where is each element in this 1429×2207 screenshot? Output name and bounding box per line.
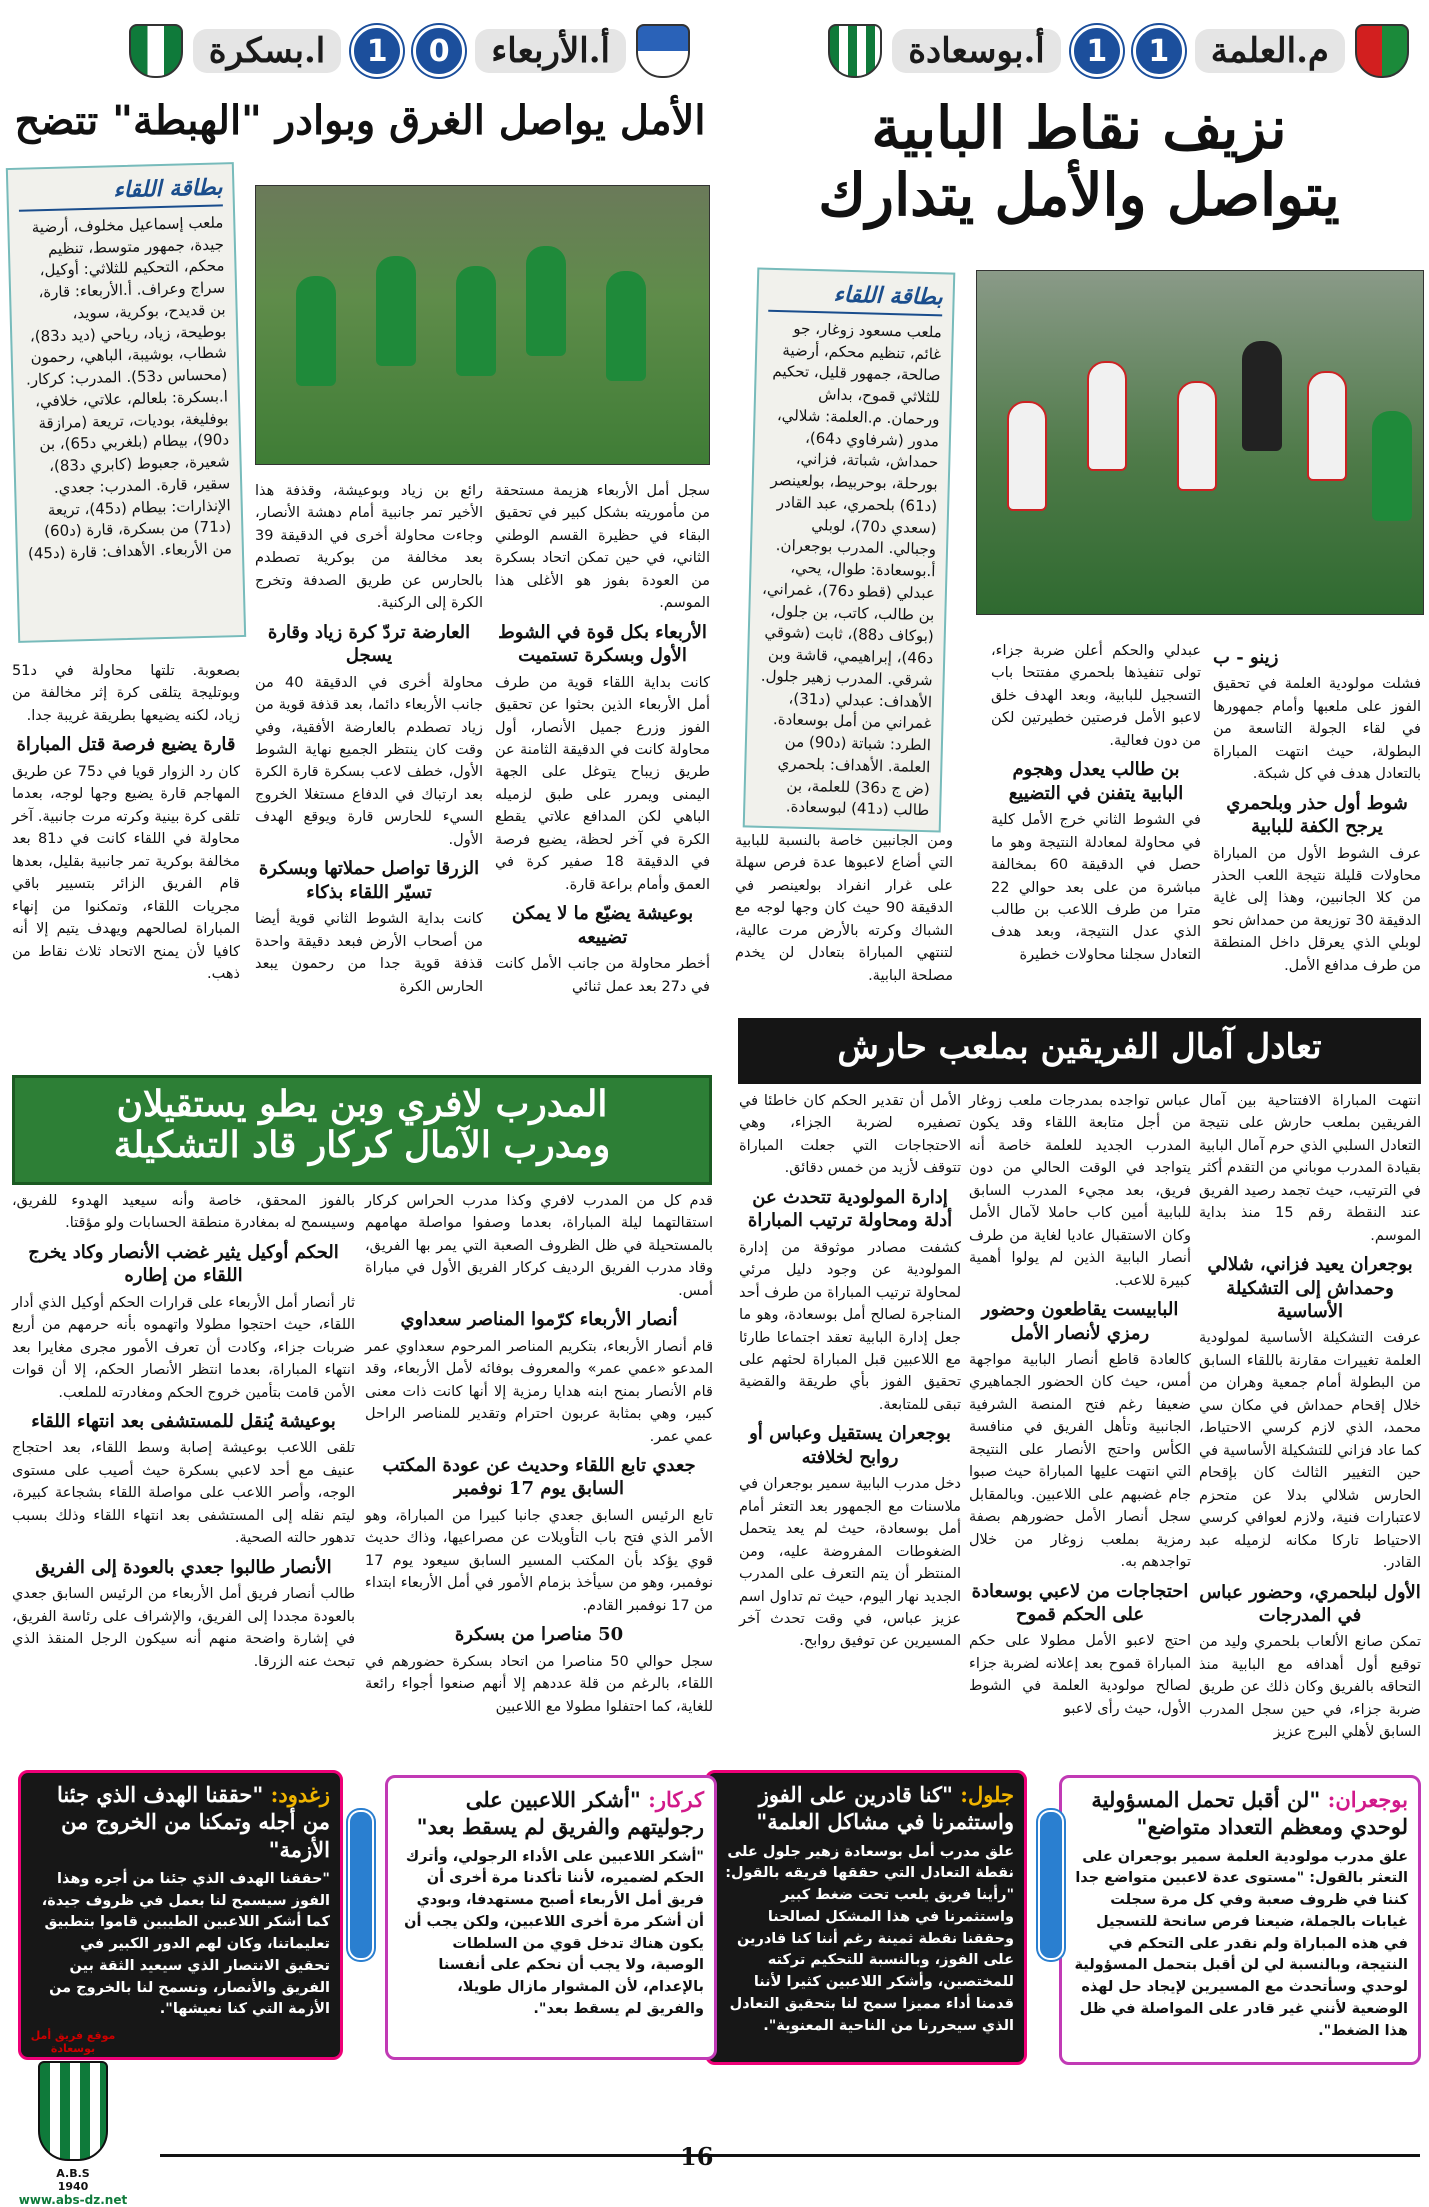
mc-eulma-crest-icon [1355,24,1409,78]
article1-headline-line2: يتواصل والأمل يتدارك [818,160,1340,229]
quote-text: علق مدرب أمل بوسعادة زهير جلول على نقطة التعادل التي حققها فريقه بالقول: "رأينا فريق يلعب تحت ضغط كبير واستثمرنا في هذا المشكل لصالحنا وحققنا نقطة ثمينة رغم أننا كنا قادرين على الفوز، وبالنسبة للتحكيم تركته للمختصين، وأشكر اللاعبين كثيرا لأننا قدمنا أداء مميزا سمح لنا بتحقيق التعادل الذي سيحررنا من الناحية المعنوية". [725,1843,1014,2034]
article1-match-card [743,268,956,833]
article2-paragraph: محاولة أخرى في الدقيقة 40 من جانب الأربعاء دائما، بعد قذفة قوية من زياد تصطدم بالعارضة الأفقية، وفي وقت كان ينتظر الجميع نهاية الشوط الأول، خطف لاعب بسكرة قارة الكرة بعد ارتباك في الدفاع مستغلا الخروج السيء للحارس قارة ويوقع الهدف الأول. [255,674,483,848]
article3-col1 [1199,1090,1421,1741]
article1-byline: زينو - ب [1213,647,1279,668]
logo-year: 1940 [57,2180,89,2193]
article3-paragraph: عرفت التشكيلة الأساسية لمولودية العلمة تغييرات مقارنة باللقاء السابق من البطولة أمام جمعية وهران من خلال إقحام حمداش في مكان سي محمد، الذي لازم كرسي الاحتياط، كما عاد فزاني للتشكيلة الأساسية في حين التغيير الثالث كان بإقحام الحارس شلالي بدلا عن متحزم لاعتبارات فنية، ولازم لعوافي كرسي الاحتياط تاركا مكانه لزميله عبد القادر. [1199,1330,1421,1572]
article2-paragraph: أخطر محاولة من جانب الأمل كانت في د27 بعد عمل ثنائي [495,956,710,995]
article4-headline-line2: ومدرب الآمال كركار قاد التشكيلة [113,1124,611,1167]
player-figure [1372,411,1412,521]
article4-headline [12,1075,712,1185]
quote-title [398,1786,704,1841]
match-card-text: ملعب مسعود زوغار، جو غائم، تنظيم محكم، أرضية صالحة، جمهور قليل، تحكيم للثلاثي قموح، بداش ورحمان. م.العلمة: شلالي، مدور (شرفاوي د64)، حمداش، شباتة، فزاني، بورحلة، بوحربيط، بولعينصر (د61) بلحمري، عبد القادر (سعدي د70)، لوبلي وجبالي. المدرب بوجعران. أ.بوسعادة: طوال، يحي، عبدلي (قطو د76)، غمراني، بن طالب، كاتب، بن جلول، (بوكاف د88)، ثابت (شوقي د46)، إبراهيمي، قاشة وبن شرقي. المدرب زهير جلول. الأهداف: عبدلي (د31)، غمراني من أمل بوسعادة. الطرد: شباتة (د90) من العلمة. الأهداف: بلحمري (ض ج د36) للعلمة، بن طالب (د41) لبوسعادة. [760,319,942,820]
score-bar-left [50,20,700,82]
player-figure [1177,381,1217,491]
article2-celebration-photo [255,185,710,465]
article4-col2 [12,1190,355,1680]
quote-speaker: كركار: [648,1787,704,1812]
article1-paragraph: فشلت مولودية العلمة في تحقيق الفوز على ملعبها وأمام جمهورها في لقاء الجولة التاسعة من البطولة، حيث انتهت المباراة بالتعادل هدف في كل شبكة. [1213,676,1421,783]
logo-caption: موقع فريق أمل بوسعادة [30,2029,116,2055]
article3-subheading: احتجاجات من لاعبي بوسعادة على الحكم قموح [971,1580,1189,1626]
article4-paragraph: تابع الرئيس السابق جعدي جانبا كبيرا من المباراة، وهو الأمر الذي فتح باب التأويلات عن مصراعيها، وذاك حديث قوي يؤكد بأن المكتب المسير السابق سيعود يوم 17 نوفمبر، وهو من سيأخذ بزمام الأمور في أمل الأربعاء ابتداء من 17 نوفمبر القادم. [365,1507,713,1614]
article4-paragraph: سجل حوالي 50 مناصرا من اتحاد بسكرة حضورهم في اللقاء، بالرغم من قلة عددهم إلا أنهم صنعوا أجواء رائعة للغاية، كما احتفلوا مطولا مع اللاعبين [365,1653,713,1715]
article4-paragraph: طالب أنصار فريق أمل الأربعاء من الرئيس السابق جعدي بالعودة مجددا إلى الفريق، والإشراف على رئاسة الفريق، في إشارة واضحة منهم أنه سيكون الرجل المنقذ الذي تبحث عنه الزرقا. [12,1586,355,1670]
article1-match-photo [976,270,1424,615]
article2-paragraph: كان رد الزوار قويا في د75 عن طريق المهاجم قارة يضيع وجها لوجه، بعدما تلقى كرة بينية وكرته مرت جانبية. آخر محاولة في اللقاء كانت في د81 بعد مخالفة بوكرية تمر جانبية بقليل، بعدها قام الفريق الزائر بتسيير باقي مجريات اللقاء، وتمكنوا من إنهاء المباراة لصالحهم ويهدف يتيم إلا أنه كافيا لأن يمنح الاتحاد ثلاث نقاط من ذهب. [12,763,240,983]
quote-speaker: جلول: [960,1782,1014,1807]
home-team-name: أ.الأربعاء [475,29,626,73]
article2-paragraph: كانت بداية الشوط الثاني قوية أيضا من أصحاب الأرض فبعد دقيقة واحدة قذفة قوية جدا من رحمون يبعد الحارس الكرة [255,911,483,995]
article3-subheading: البابيست يقاطعون وحضور رمزي لأنصار الأمل [981,1299,1179,1344]
article4-subheading: بوعيشة يُنقل للمستشفى بعد انتهاء اللقاء [31,1411,336,1433]
article2-subheading: الزرقا تواصل حملاتها وبسكرة تسيّر اللقاء بذكاء [258,858,480,903]
abs-logo [14,2029,132,2207]
article3-paragraph: تمكن صانع الألعاب بلحمري وليد من توقيع أول أهدافه مع البابية منذ التحاقه بالفريق وكان ذلك عن طريق ضربة جزاء، في حين سجل المدرب السابق لأهلي البرج عزيز [1199,1634,1421,1741]
article1-col-mid [991,640,1201,1010]
article1-headline [749,95,1409,228]
quote-boudjaaran [1059,1775,1421,2065]
article1-paragraph: عرف الشوط الأول من المباراة محاولات قليلة نتيجة اللعب الحذر من كلا الجانبين، وهذا إلى غاية الدقيقة 30 توزيعة من حمداش نحو لوبلي الذي يعرقل داخل المنطقة من طرف مدافع الأمل. [1213,845,1421,974]
article1-col-right [1213,640,1421,1010]
article3-paragraph: انتهت المباراة الافتتاحية بين آمال الفريقين بملعب حارش على نتيجة التعادل السلبي الذي حرم آمال البابية بقيادة المدرب موباني من التقدم أكثر في الترتيب، حيث تجمد رصيد الفريق عند النقطة رقم 15 منذ بداية الموسم. [1199,1093,1421,1244]
article4-subheading: الأنصار طالبوا جعدي بالعودة إلى الفريق [35,1556,332,1578]
quote-text: "حققنا الهدف الذي جئنا من أجره وهذا الفوز سيسمح لنا بعمل في ظروف جيدة، كما أشكر اللاعبين الطيبين قاموا بتطبيق تعليماتنا، وكان لهم الدور الكبير في تحقيق الانتصار الذي سيعيد الثقة بين الفريق والأنصار، ونسمح لنا بالخروج من الأزمة التي كنا نعيشها". [41,1870,330,2018]
biskra-crest-icon [129,24,183,78]
player-figure [1307,371,1347,481]
home-team-name: م.العلمة [1195,29,1345,73]
article4-headline-line1: المدرب لافري وبن يطو يستقيلان [116,1083,608,1125]
article3-paragraph: دخل مدرب البابية سمير بوجعران في ملاسنات مع الجمهور بعد التعثر أمام أمل بوسعادة، حيث لم يعد يتحمل الضغوطات المفروضة عليه، ومن المنتظر أن يتم التعرف على المدرب الجديد نهار اليوم، حيث تم تداول اسم عزيز عباس، في وقت تحدث آخر المسيرين عن توفيق روابح. [739,1476,961,1650]
article3-paragraph: كالعادة قاطع أنصار البابية مواجهة أمس، حيث كان الحضور الجماهيري ضعيفا رغم فتح المنصة الشرفية الجانبية وتأهل الفريق في منافسة الكأس واحتج الأنصار على النتيجة التي انتهت عليها المباراة حيث صبوا جام غضبهم على اللاعبين. وبالمقابل سجل أنصار الأمل حضورهم بصفة رمزية بملعب زوغار من خلال تواجدهم به. [969,1352,1191,1571]
quote-text: علق مدرب مولودية العلمة سمير بوجعران على التعثر بالقول: "مستوى عدة لاعبين متواضع جدا كننا في ظروف صعبة وفي كل مرة سجلت غيابات بالجملة، ضيعنا فرص سانحة للتسجيل في هذه المباراة ولم نقدر على التحكم في النتيجة، وبالنسبة لي لن أقبل بتحمل المسؤولية لوحدي وسأتحدث مع المسيرين لإيجاد حل لهذه الوضعية لأنني غير قادر على المواصلة في ظل هذا الضغط". [1074,1848,1408,2039]
article1-headline-line1: نزيف نقاط البابية [871,94,1287,162]
page-number: 16 [680,2142,714,2171]
quote-title [31,1781,330,1863]
article1-col-left [735,830,953,1010]
away-team-score: 1 [351,25,403,77]
article2-subheading: بوعيشة يضيّع ما لا يمكن تضييعه [511,903,694,948]
article3-paragraph: الأمل أن تقدير الحكم كان خاطئا في تصفيره لضربة الجزاء، وهي الاحتجاجات التي جعلت المباراة تتوقف لأزيد من خمس دقائق. [739,1093,961,1177]
player-figure [1007,401,1047,511]
article2-subheading: الأربعاء بكل قوة في الشوط الأول وبسكرة تستميت [498,621,707,667]
article3-paragraph: كشفت مصادر موثوقة من إدارة المولودية عن وجود دليل مرئي لمحاولة ترتيب المباراة من طرف أحد المناجرة لصالح أمل بوسعادة، وهو ما جعل إدارة البابية تعقد اجتماعا طارئا مع اللاعبين قبل المباراة لحثهم على تحقيق الفوز بأي طريقة والقضية تبقى للمتابعة. [739,1239,961,1413]
article1-paragraph: ومن الجانبين خاصة بالنسبة للبابية التي أضاع لاعبوها عدة فرص سهلة على غرار انفراد بولعينصر في الدقيقة 90 حيث كان وجها لوجه مع الشباك وكرته بالأرض مرت عالية، لتنتهي المباراة بتعادل لن يخدم مصلحة البابية. [735,833,953,984]
away-team-score: 1 [1071,25,1123,77]
quote-headline: "حققنا الهدف الذي جئنا من أجله وتمكنا من الخروج من الأزمة" [57,1782,330,1862]
abs-shield-icon [38,2061,108,2161]
quote-kerkar [385,1775,717,2060]
article1-subheading: بن طالب يعدل وهجوم البابية يتفنن في التضييع [1008,759,1184,804]
home-team-score: 1 [1133,25,1185,77]
article1-paragraph: في الشوط الثاني خرج الأمل كلية في محاولة لمعادلة النتيجة وهو ما حصل في الدقيقة 60 بمخالفة مباشرة من على بعد حوالي 22 مترا من طرف اللاعب بن طالب الذي عدل النتيجة، وبعد هدف التعادل سجلنا محاولات خطيرة [991,812,1201,963]
quote-zeghdoud [18,1770,343,2060]
quote-text: "أشكر اللاعبين على الأداء الرجولي، وأترك الحكم لضميره، لأننا تأكدنا مرة أخرى أن فريق أمل الأربعاء أصبح مستهدفا، وبودي أن أشكر مرة أخرى اللاعبين، ولكن يجب أن يكون هناك تدخل قوي من السلطات الوصية، ولا يجب أن نحكم على أنفسنا بالإعدام، لأن المشوار مازال طويلا، والفريق لم يسقط بعد". [404,1848,704,2017]
player-figure [296,276,336,386]
article4-paragraph: ثار أنصار أمل الأربعاء على قرارات الحكم أوكيل الذي أدار اللقاء، حيث احتجوا مطولا واتهموه بأنه حرمهم من أربع ضربات جزاء، وكادت أن تعرف الأمور مجرى مغايرا بعد انتهاء المباراة، بعدما انتظر الأنصار الحكم، إلا أن قوات الأمن قامت بتأمين خروج الحكم ومغادرته للملعب. [12,1294,355,1401]
article3-col2 [969,1090,1191,1717]
article4-subheading: الحكم أوكيل يثير غضب الأنصار وكاد يخرج اللقاء من إطاره [28,1241,339,1287]
quote-headline: "أشكر اللاعبين على رجوليتهم والفريق لم يسقط بعد" [416,1787,704,1840]
article2-match-card [6,162,246,643]
player-figure [456,266,496,376]
article3-subheading: بوجعران يستقيل وعباس أو روابح لخلافته [749,1423,951,1468]
article4-subheading: أنصار الأربعاء كرّموا المناصر سعداوي [400,1309,678,1331]
player-figure [376,256,416,366]
away-team-name: ا.بسكرة [193,29,341,73]
logo-letters: A.B.S [56,2167,90,2180]
player-figure [526,246,566,356]
player-figure [606,271,646,381]
article4-paragraph: قدم كل من المدرب لافري وكذا مدرب الحراس كركار استقالتهما ليلة المباراة، بعدما وصفوا مواصلة مهامهم بالمستحيلة في ظل الظروف الصعبة التي يمر بها الفريق، وقاد مدرب الفريق الرديف كركار الفريق الأول في مباراة أمس. [365,1193,713,1299]
article2-paragraph: رائع بن زياد وبوعيشة، وقذفة هذا الأخير تمر جانبية أمام دهشة الأنصار، وجاءت محاولة أخرى في الدقيقة 39 بعد مخالفة من بوكرية تصطدم بالحارس عن طريق الصدفة وتخرج الكرة إلى الركنية. [255,483,483,612]
quote-speaker: بوجعران: [1327,1787,1408,1812]
article3-subheading: إدارة المولودية تتحدث عن أدلة ومحاولة ترتيب المباراة [747,1186,953,1232]
quote-title [718,1781,1014,1836]
quote-djelloul [705,1770,1027,2065]
article4-subheading: 50 مناصرا من بسكرة [454,1624,624,1646]
article4-subheading: جعدي تابع اللقاء وحديث عن عودة المكتب السابق يوم 17 نوفمبر [382,1455,696,1500]
article2-paragraph: سجل أمل الأربعاء هزيمة مستحقة من مأموريته بشكل كبير في تحقيق البقاء في حظيرة القسم الوطني الثاني، في حين تمكن اتحاد بسكرة من العودة بفوز هو الأغلى هذا الموسم. [495,483,710,612]
article3-headline: تعادل آمال الفريقين بملعب حارش [738,1018,1421,1084]
home-team-score: 0 [413,25,465,77]
article4-col1 [365,1190,713,1715]
article3-paragraph: عباس تواجده بمدرجات ملعب زوغار من أجل متابعة اللقاء وقد يكون المدرب الجديد للعلمة خاصة أنه يتواجد في الوقت الحالي من دون فريق، بعد مجيء المدرب السابق للبابية أمين كاب حاملا لآمال الأمل وكان الاستقبال عاديا لغاية من طرف أنصار البابية الذين لم يولوا أهمية كبيرة للاعب. [969,1093,1191,1289]
logo-url[interactable]: www.abs-dz.net [18,2193,128,2207]
article3-subheading: الأول لبلحمري، وحضور عباس في المدرجات [1199,1581,1421,1626]
article4-paragraph: بالفوز المحقق، خاصة وأنه سيعيد الهدوء للفريق، وسيسمح له بمغادرة منطقة الحسابات ولو مؤقتا. [12,1193,355,1232]
player-figure [1087,361,1127,471]
match-card-text: ملعب إسماعيل مخلوف، أرضية جيدة، جمهور متوسط، تنظيم محكم، التحكيم للثلاثي: أوكيل، سراج وعراف. أ.الأربعاء: قارة، بن قديدح، بوكرية، سويد، بوطيحة، زياد، رياحي (ديد د83)، شطاب، بوشيبة، الباهي، رحمون (محساس د53). المدرب: كركار. ا.بسكرة: بلعالم، علاتي، خلافي، بوفليغة، بوديات، تريعة (مرازقة د90)، بيطام (بلغربي د65)، بن شعيرة، جعبوط (كابري د83)، سقير، قارة. المدرب: جعدي. الإنذارات: بيطام (د45)، تريعة (د71) من بسكرة، قارة (د60) من الأربعاء. الأهداف: قارة (د45) [25,213,233,563]
quote-side-tag-icon [1038,1810,1064,1960]
abs-crest-icon [828,24,882,78]
article2-paragraph: بصعوبة. تلتها محاولة في د51 وبوتليجة يتلقى كرة إثر مخالفة من زياد، لكنه يضيعها بطريقة غريبة جدا. [12,663,240,724]
quote-headline: "لن أقبل تحمل المسؤولية لوحدي ومعظم التعداد متواضع" [1091,1787,1408,1840]
match-card-title: بطاقة اللقاء [18,172,223,211]
match-card-title: بطاقة اللقاء [768,278,943,316]
referee-figure [1242,341,1282,451]
article2-subheading: قارة يضيع فرصة قتل المباراة [16,734,236,756]
article3-subheading: بوجعران يعيد فزاني، شلالي وحمداش إلى التشكيلة الأساسية [1207,1254,1413,1323]
away-team-name: أ.بوسعادة [892,29,1061,73]
footer-rule [160,2154,1420,2157]
quote-title [1072,1786,1408,1841]
article2-col1 [495,480,710,1050]
score-bar-right [799,20,1419,82]
article1-paragraph: عبدلي والحكم أعلن ضربة جزاء، تولى تنفيذها بلحمري مفتتحا باب التسجيل للبابية، وبعد الهدف خلق لاعبو الأمل فرصتين خطيرتين لكن من دون فعالية. [991,643,1201,749]
article2-col2 [255,480,483,1050]
larbaa-crest-icon [636,24,690,78]
quote-headline: "كنا قادرين على الفوز واستثمرنا في مشاكل العلمة" [756,1782,1014,1835]
article4-paragraph: تلقى اللاعب بوعيشة إصابة وسط اللقاء، بعد احتجاج عنيف مع أحد لاعبي بسكرة حيث أصيب على مستوى الوجه، وأصر اللاعب على مواصلة اللقاء بشجاعة كبيرة، ليتم نقله إلى المستشفى بعد انتهاء اللقاء وذلك بسبب تدهور حالته الصحية. [12,1440,355,1547]
article3-paragraph: احتج لاعبو الأمل مطولا على حكم المباراة قموح بعد إعلانه لضربة جزاء لصالح مولودية العلمة في الشوط الأول، حيث رأى لاعبو [969,1633,1191,1717]
article2-subheading: العارضة تردّ كرة زياد وقارة يسجل [267,621,471,667]
article3-col3 [739,1090,961,1650]
article2-paragraph: كانت بداية اللقاء قوية من طرف أمل الأربعاء الذين بحثوا عن تحقيق الفوز وزرع جميل الأنصار، أول محاولة كانت في الدقيقة الثامنة عن طريق زيباح يتوغل على الجهة اليمنى ويمرر على طبق لزميله الباهي لكن المدافع علاتي يقطع الكرة في آخر لحظة، يضيع فرصة في الدقيقة 18 صفير كرة في العمق وأمام براعة قارة. [495,674,710,893]
quote-speaker: زغدود: [270,1782,330,1807]
article2-headline: الأمل يواصل الغرق وبوادر "الهبطة" تتضح [14,97,706,144]
article4-paragraph: قام أنصار الأربعاء، بتكريم المناصر المرحوم سعداوي عمر المدعو «عمي عمر» والمعروف بوفائه لأمل الأربعاء، وقد قام الأنصار بمنح ابنه هدايا رمزية إلا أنها كانت ذات معنى كبير، وهي بمثابة عربون احترام وتقدير للمناصر الراحل عمي عمر. [365,1338,713,1445]
article2-col3 [12,660,240,1050]
quote-side-tag-icon [348,1810,374,1960]
article1-subheading: شوط أول حذر وبلحمري يرجح الكفة للبابية [1226,792,1408,838]
